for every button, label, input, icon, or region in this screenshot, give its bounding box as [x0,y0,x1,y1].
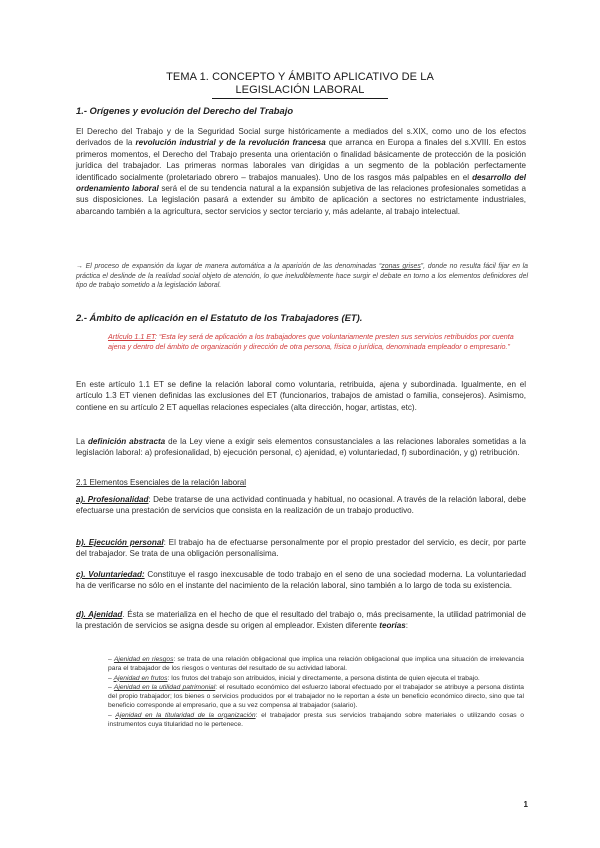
page-number: 1 [523,800,528,809]
section-2-heading: 2.- Ámbito de aplicación en el Estatuto de los Trabajadores (ET). [76,312,363,323]
title-line-2: LEGISLACIÓN LABORAL [235,84,365,96]
element-ajenidad: d). Ajenidad. Ésta se materializa en el hecho de que el resultado del trabajo o, más precisamente, la utilidad patrimonial de la prestación de servicios se asigna desde su origen al empleador. Existen diferente teorías: [76,610,526,631]
page-title [0,71,600,99]
section-1-paragraph: El Derecho del Trabajo y de la Seguridad Social surge históricamente a mediados del s.XIX, como uno de los efectos derivados de la revolución industrial y de la revolución francesa que arranca en Europa a finales del s.XVIII. En estos primeros momentos, el Derecho del Trabajo presenta una orientación o finalidad básicamente de protección de la posición jurídica del trabajador. Las primeras normas laborales van dirigidas a un segmento de la población perfectamente identificado socialmente (proletariado obrero – trabajos manuales). Uno de los rasgos más palpables en el desarrollo del ordenamiento laboral será el de su tendencia natural a la expansión subjetiva de las relaciones profesionales sometidas a sus disposiciones. La legislación pasará a extender su ámbito de aplicación a sectores no estrictamente industriales, abarcando también a la agricultura, sector servicios y sector terciario y, más adelante, al trabajo intelectual. [76,127,527,216]
title-underline [212,98,388,99]
list-item: – Ajenidad en riesgos: se trata de una relación obligacional que implica una relación obligacional que implica una situación de irrelevancia para el trabajador de los riesgos o venturas del resultado de su actividad laboral. [108,656,524,673]
title-line-1: TEMA 1. CONCEPTO Y ÁMBITO APLICATIVO DE LA [166,71,434,83]
theories-list [108,655,524,729]
list-item: – Ajenidad en la utilidad patrimonial: el resultado económico del esfuerzo laboral efectuado por el trabajador se atribuye a persona distinta del propio trabajador; los bienes o servicios producidos por el trabajador no le reportan a éste un beneficio económico directo, sino que tal beneficio corresponde al empresario, que a su vez compensa al trabajador (salario). [108,683,524,710]
element-ejecucion-personal: b). Ejecución personal: El trabajo ha de efectuarse personalmente por el propio prestador del servicio, es decir, por parte del trabajador. Se trata de una obligación personalísima. [76,538,526,559]
section-2-paragraph-2: La definición abstracta de la Ley viene a exigir seis elementos consustanciales a las relaciones laborales sometidas a la legislación laboral: a) profesionalidad, b) ejecución personal, c) ajenidad, e) voluntariedad, f) subordinación, y g) retribución. [76,437,526,458]
subsection-heading: 2.1 Elementos Esenciales de la relación laboral [76,478,247,487]
element-profesionalidad: a). Profesionalidad: Debe tratarse de una actividad continuada y habitual, no ocasional. A través de la relación laboral, debe efectuarse una prestación de servicios que consista en la realización de un trabajo productivo. [76,495,526,516]
element-voluntariedad: c). Voluntariedad: Constituye el rasgo inexcusable de todo trabajo en el seno de una sociedad moderna. La voluntariedad ha de verificarse no sólo en el instante del nacimiento de la relación laboral, sino también a lo largo de toda su existencia. [76,570,526,591]
article-quote: Artículo 1.1 ET: “Esta ley será de aplicación a los trabajadores que voluntariamente presten sus servicios retribuidos por cuenta ajena y dentro del ámbito de organización y dirección de otra persona, física o jurídica, denominada empleador o empresario.” [108,332,514,352]
list-item: – Ajenidad en frutos: los frutos del trabajo son atribuidos, inicial y directamente, a persona distinta de quien ejecuta el trabajo. [108,674,480,682]
section-2-paragraph-1: En este artículo 1.1 ET se define la relación laboral como voluntaria, retribuida, ajena y subordinada. Igualmente, en el artículo 1.3 ET vienen definidas las exclusiones del ET (funcionarios, trabajos de amistad o familia, consejeros). Asimismo, contiene en su artículo 2 ET aquellas relaciones especiales (alta dirección, hogar, artistas, etc). [76,380,526,412]
list-item: – Ajenidad en la titularidad de la organización: el trabajador presta sus servicios trabajando sobre materiales o utilizando cosas o instrumentos cuya titularidad no le pertenece. [108,711,525,729]
section-1-heading: 1.- Orígenes y evolución del Derecho del Trabajo [76,105,294,116]
section-1-note: → El proceso de expansión da lugar de manera automática a la aparición de las denominadas “zonas grises”, donde no resulta fácil fijar en la práctica el deslinde de la realidad social objeto de atención, lo que ineludiblemente hace surgir el debate en torno a los elementos definidores del tipo de trabajo sometido a la legislación laboral. [76,263,528,290]
